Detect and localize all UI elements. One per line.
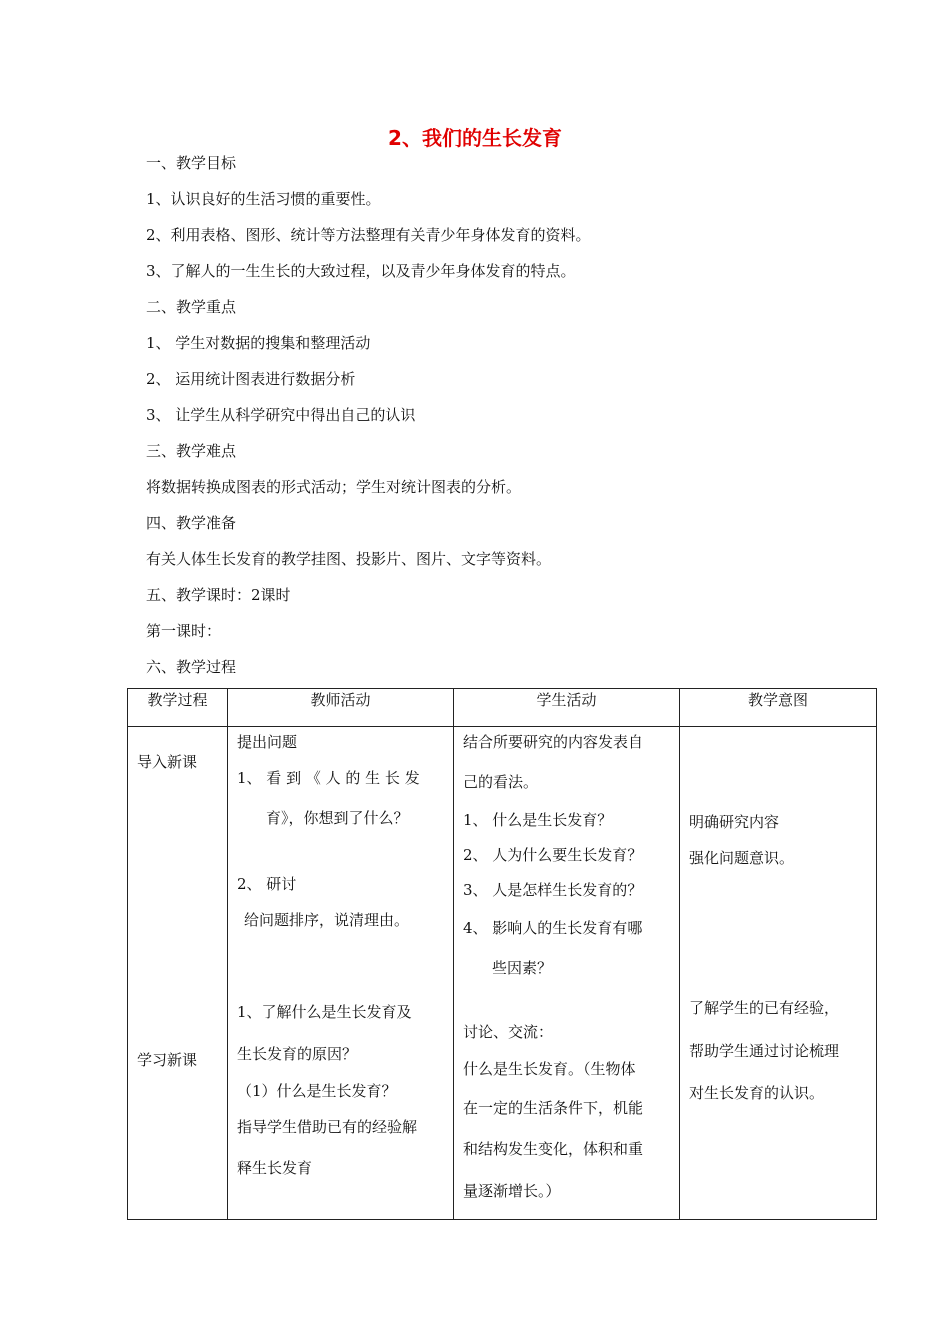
student-line: 讨论、交流： <box>463 1023 554 1041</box>
objective-item: 1、认识良好的生活习惯的重要性。 <box>146 190 381 208</box>
teacher-line: 指导学生借助已有的经验解 <box>237 1118 418 1136</box>
intent-line: 对生长发育的认识。 <box>689 1084 825 1102</box>
preparation-text: 有关人体生长发育的教学挂图、投影片、图片、文字等资料。 <box>146 550 552 568</box>
header-teacher-activity: 教师活动 <box>228 689 454 727</box>
teacher-line: 提出问题 <box>237 733 298 751</box>
key-point-item: 1、 学生对数据的搜集和整理活动 <box>146 334 371 352</box>
student-line: 什么是生长发育。（生物体 <box>463 1060 636 1078</box>
table-row <box>128 727 877 1220</box>
intent-line: 了解学生的已有经验， <box>689 999 840 1017</box>
header-process: 教学过程 <box>128 689 228 727</box>
student-line: 和结构发生变化，体积和重 <box>463 1140 644 1158</box>
teacher-line: 1、 看 到 《 人 的 生 长 发 <box>237 769 420 787</box>
teacher-line: 生长发育的原因？ <box>237 1045 358 1063</box>
section-heading-preparation: 四、教学准备 <box>146 514 237 532</box>
teaching-process-table <box>127 688 877 1220</box>
header-teaching-intent: 教学意图 <box>680 689 877 727</box>
difficulty-text: 将数据转换成图表的形式活动；学生对统计图表的分析。 <box>146 478 522 496</box>
section-heading-periods: 五、教学课时：2课时 <box>146 586 291 604</box>
stage-learn: 学习新课 <box>137 1051 198 1069</box>
key-point-item: 2、 运用统计图表进行数据分析 <box>146 370 356 388</box>
student-line: 1、 什么是生长发育？ <box>463 811 613 829</box>
stage-intro: 导入新课 <box>137 753 198 771</box>
student-activity-cell <box>454 727 680 1220</box>
teacher-activity-cell <box>228 727 454 1220</box>
intent-line: 明确研究内容 <box>689 813 780 831</box>
teacher-line: （1）什么是生长发育？ <box>237 1082 397 1100</box>
teacher-line: 1、了解什么是生长发育及 <box>237 1003 412 1021</box>
student-line: 己的看法。 <box>463 773 539 791</box>
teacher-line: 给问题排序，说清理由。 <box>244 911 410 929</box>
student-line: 3、 人是怎样生长发育的？ <box>463 881 643 899</box>
teacher-line: 释生长发育 <box>237 1159 313 1177</box>
student-line: 量逐渐增长。） <box>463 1182 561 1200</box>
teacher-line: 育》，你想到了什么？ <box>266 809 409 827</box>
document-title: 2、我们的生长发育 <box>388 126 562 150</box>
section-heading-key-points: 二、教学重点 <box>146 298 237 316</box>
objective-item: 3、了解人的一生生长的大致过程，以及青少年身体发育的特点。 <box>146 262 576 280</box>
section-heading-objectives: 一、教学目标 <box>146 154 237 172</box>
intent-line: 帮助学生通过讨论梳理 <box>689 1042 840 1060</box>
student-line: 在一定的生活条件下，机能 <box>463 1099 644 1117</box>
section-heading-difficulties: 三、教学难点 <box>146 442 237 460</box>
teaching-intent-cell <box>680 727 877 1220</box>
student-line: 结合所要研究的内容发表自 <box>463 733 644 751</box>
key-point-item: 3、 让学生从科学研究中得出自己的认识 <box>146 406 416 424</box>
header-student-activity: 学生活动 <box>454 689 680 727</box>
student-line: 2、 人为什么要生长发育？ <box>463 846 643 864</box>
objective-item: 2、利用表格、图形、统计等方法整理有关青少年身体发育的资料。 <box>146 226 591 244</box>
student-line: 4、 影响人的生长发育有哪 <box>463 919 643 937</box>
table-header-row <box>128 689 877 727</box>
section-heading-process: 六、教学过程 <box>146 658 237 676</box>
intent-line: 强化问题意识。 <box>689 849 795 867</box>
stage-cell <box>128 727 228 1220</box>
student-line: 些因素？ <box>492 959 553 977</box>
first-period-label: 第一课时： <box>146 622 222 640</box>
teacher-line: 2、 研讨 <box>237 875 297 893</box>
